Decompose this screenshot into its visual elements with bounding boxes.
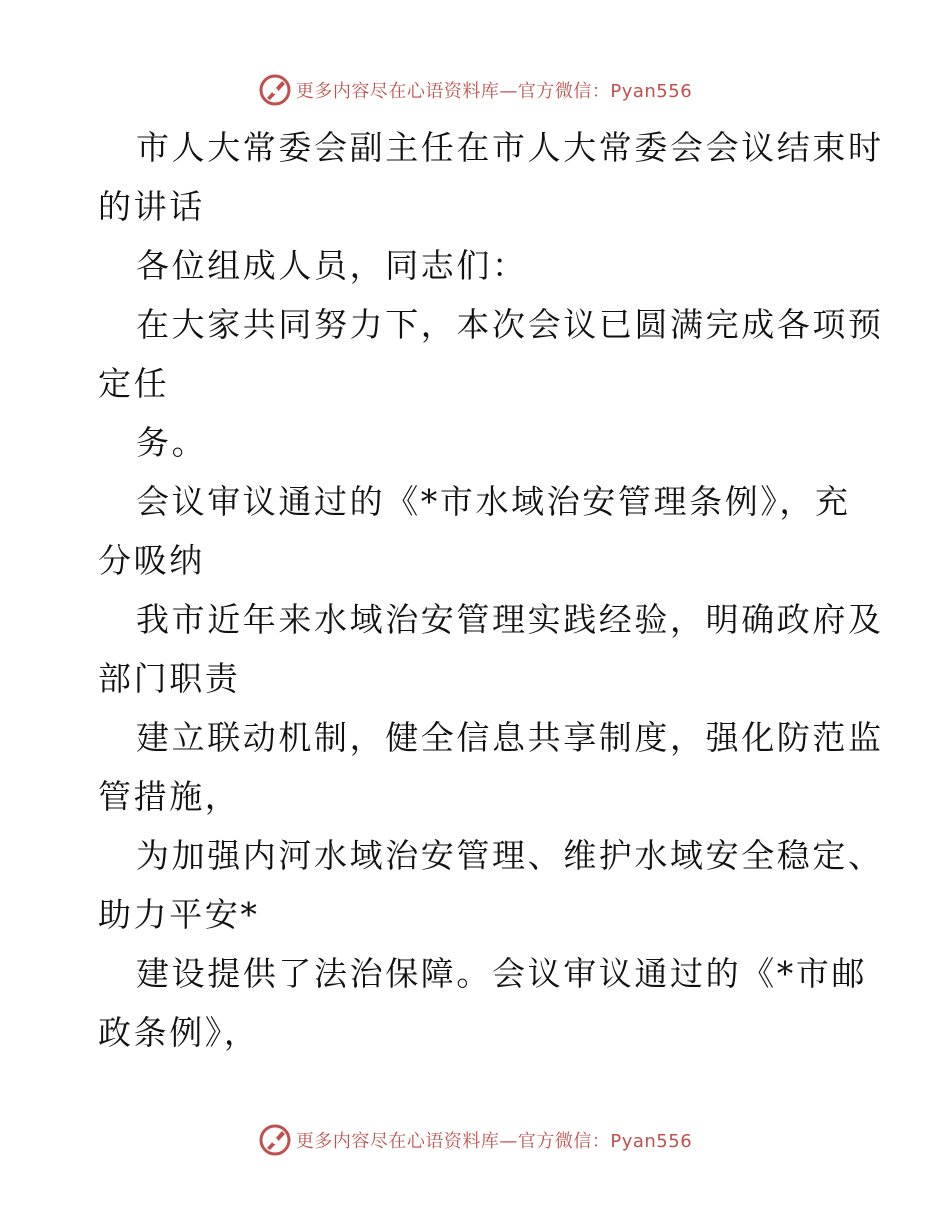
- paragraph-line: 为加强内河水域治安管理、维护水域安全稳定、: [136, 836, 884, 875]
- paragraph-line: 政条例》，: [98, 1013, 260, 1052]
- watermark-text: [296, 1127, 692, 1153]
- paragraph-line: 的讲话: [98, 187, 205, 226]
- paragraph-line: 定任: [98, 364, 170, 403]
- paragraph-line: 在大家共同努力下，本次会议已圆满完成各项预: [136, 305, 884, 344]
- watermark-label: 更多内容尽在心语资料库—官方微信：: [295, 81, 611, 102]
- paragraph-line: 建设提供了法治保障。会议审议通过的《*市邮: [136, 954, 868, 993]
- watermark-handle: Pyan556: [610, 1131, 693, 1152]
- quill-logo-icon: [258, 73, 292, 107]
- paragraph-line: 建立联动机制，健全信息共享制度，强化防范监: [136, 718, 884, 757]
- paragraph-line: 市人大常委会副主任在市人大常委会会议结束时: [136, 128, 884, 167]
- footer-watermark: [0, 1120, 950, 1160]
- watermark-text: [296, 77, 692, 103]
- paragraph-line: 管措施，: [98, 777, 241, 816]
- paragraph-line: 助力平安*: [98, 895, 260, 934]
- document-body: [98, 118, 884, 1062]
- paragraph-line: 我市近年来水域治安管理实践经验，明确政府及: [136, 600, 884, 639]
- watermark-handle: Pyan556: [610, 81, 693, 102]
- paragraph-line: 会议审议通过的《*市水域治安管理条例》，充: [136, 482, 851, 521]
- header-watermark: [0, 70, 950, 110]
- paragraph-line: 分吸纳: [98, 541, 205, 580]
- paragraph-line: 各位组成人员，同志们：: [136, 246, 528, 285]
- quill-logo-icon: [258, 1123, 292, 1157]
- header-watermark-inner: [258, 73, 692, 107]
- footer-watermark-inner: [258, 1123, 692, 1157]
- watermark-label: 更多内容尽在心语资料库—官方微信：: [295, 1131, 611, 1152]
- paragraph-line: 部门职责: [98, 659, 241, 698]
- paragraph-line: 务。: [136, 423, 208, 462]
